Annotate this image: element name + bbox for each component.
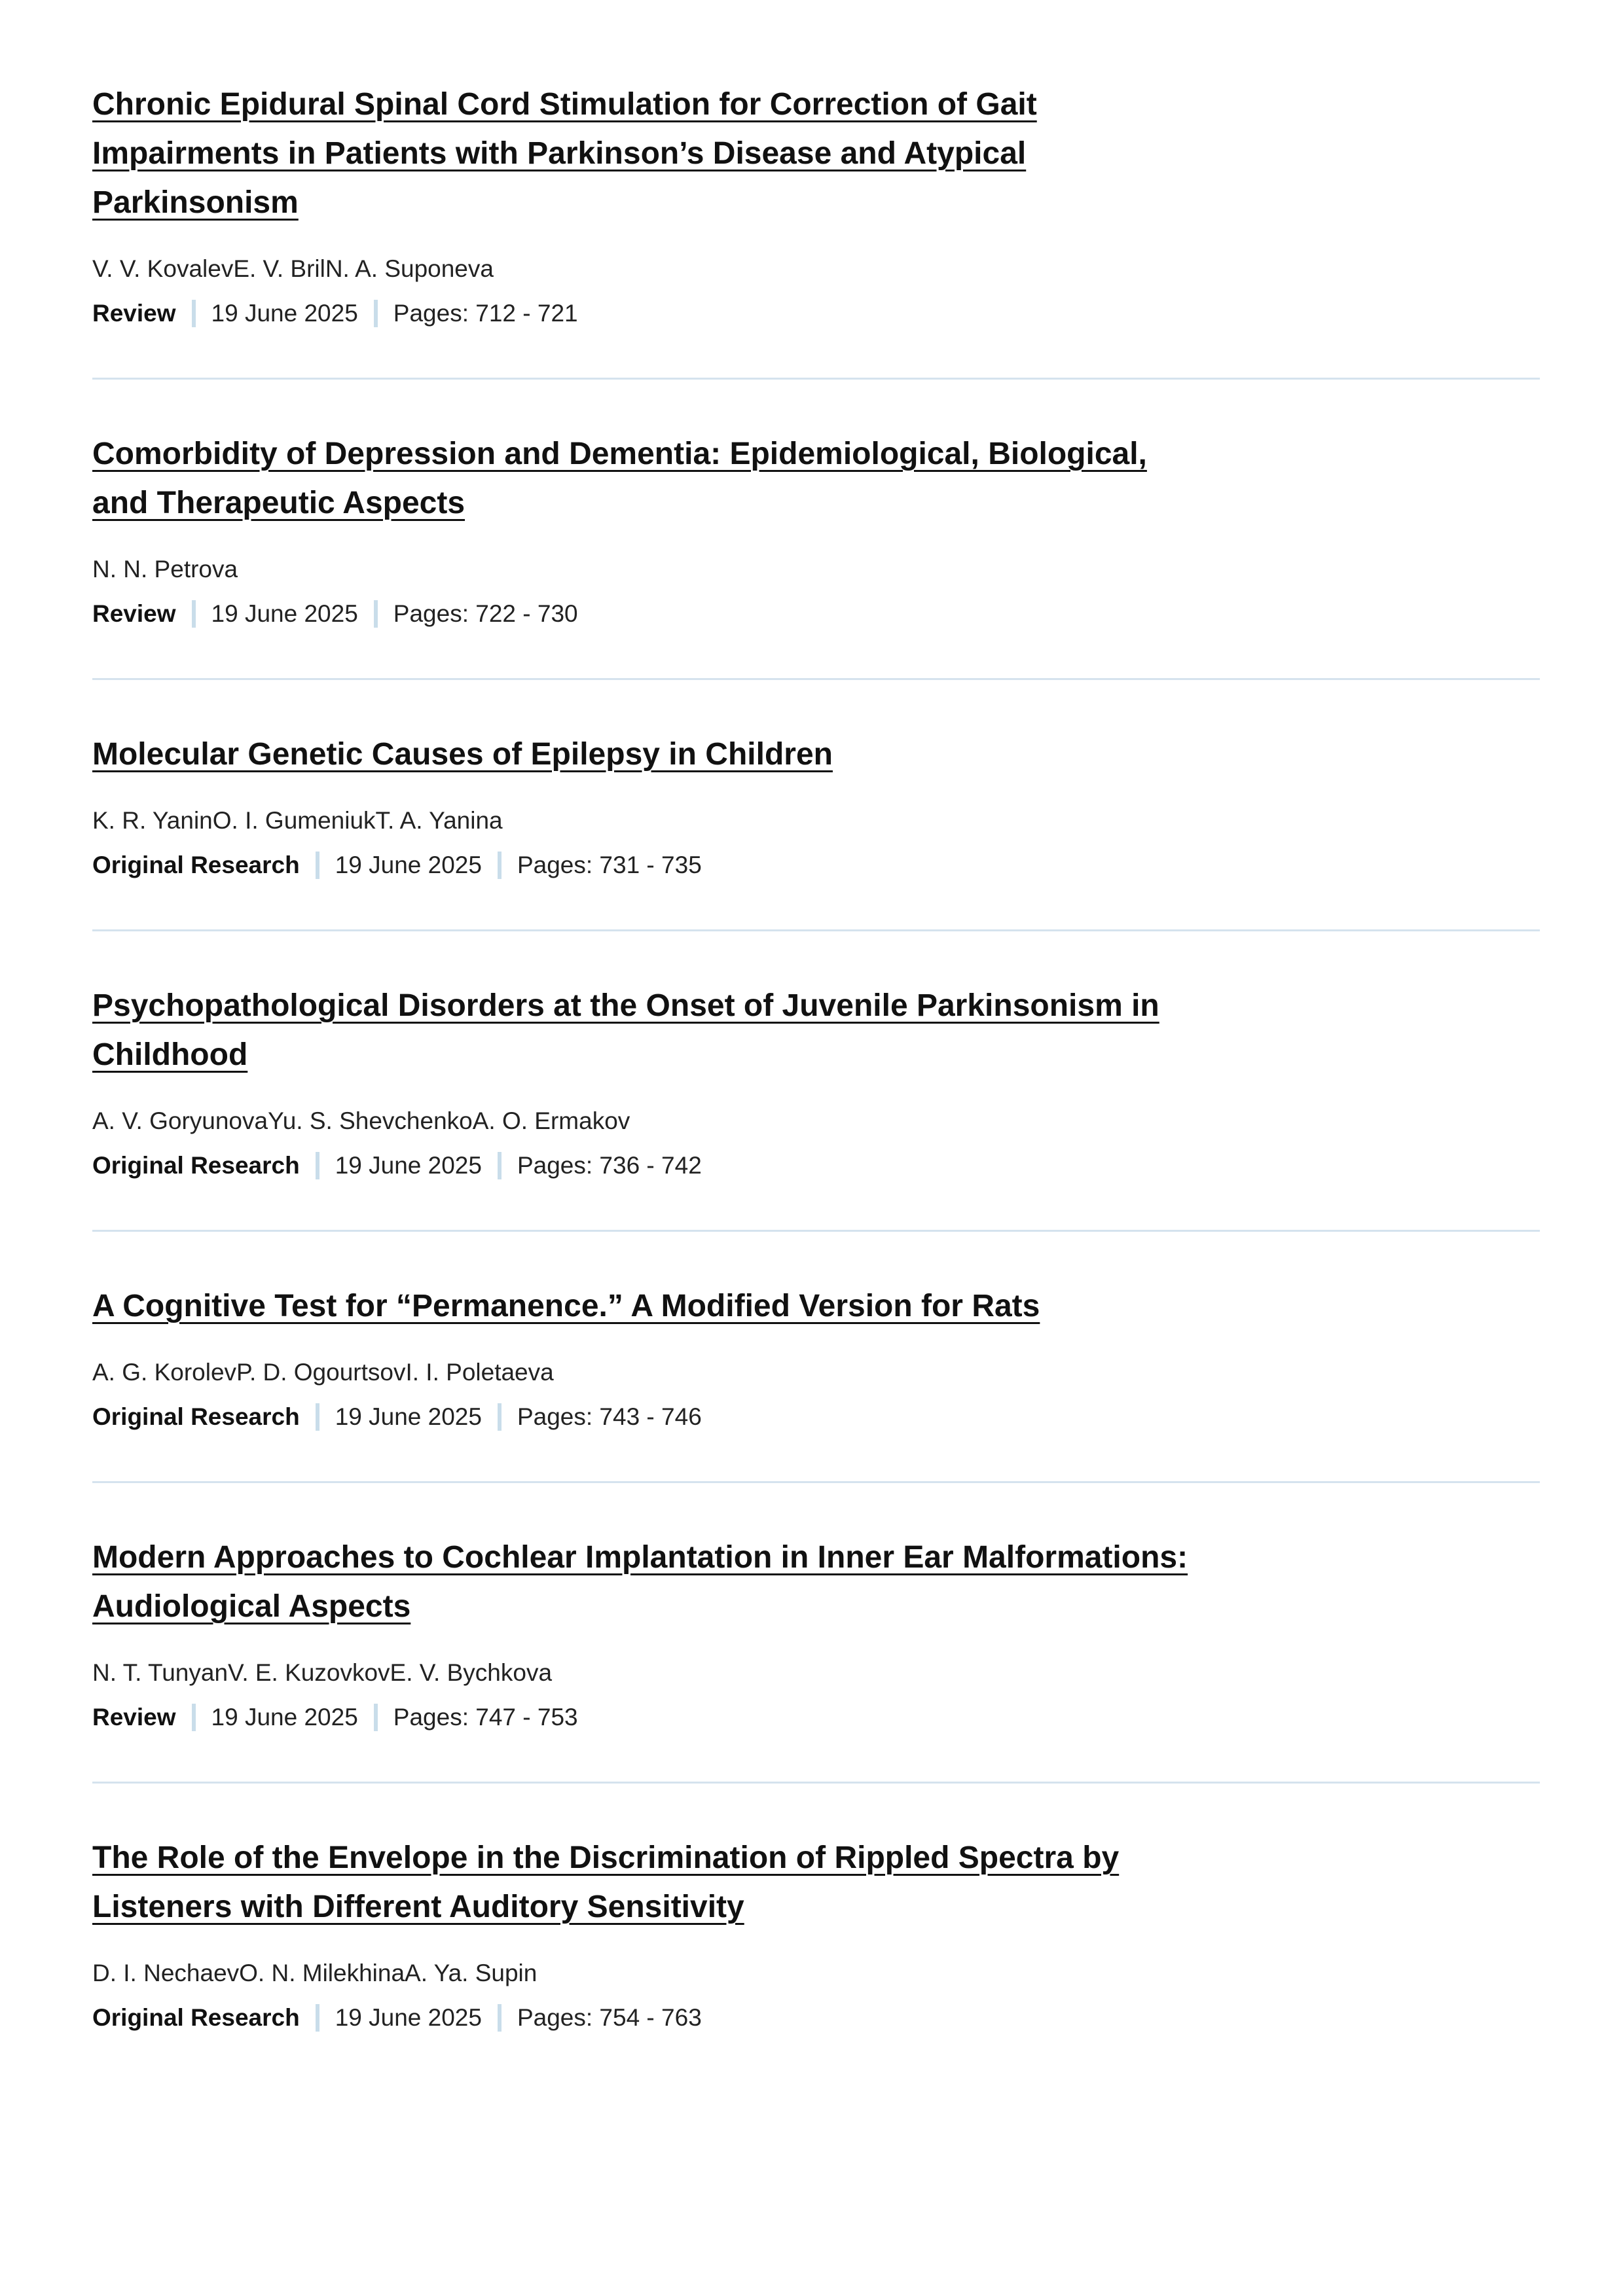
meta-divider xyxy=(192,300,196,327)
article-title-link[interactable]: Modern Approaches to Cochlear Implantation in Inner Ear Malformations: Audiological Aspects xyxy=(92,1540,1188,1624)
article-authors: N. N. Petrova xyxy=(92,556,238,583)
article-title xyxy=(92,1533,1192,1631)
article-title xyxy=(92,1833,1192,1931)
article-authors: A. V. GoryunovaYu. S. ShevchenkoA. O. Ermakov xyxy=(92,1107,630,1134)
meta-divider xyxy=(374,600,378,628)
article-meta xyxy=(92,298,1540,329)
meta-divider xyxy=(498,1403,501,1431)
article-date: 19 June 2025 xyxy=(335,1403,482,1430)
article-pages: Pages: 747 - 753 xyxy=(393,1704,578,1731)
article-title xyxy=(92,981,1192,1079)
article-title-link[interactable]: Chronic Epidural Spinal Cord Stimulation for Correction of Gait Impairments in Patients with Parkinson’s Disease and Atypical Parkinsonism xyxy=(92,87,1037,220)
article-type: Review xyxy=(92,600,176,627)
article-item xyxy=(92,981,1540,1232)
article-title-link[interactable]: Molecular Genetic Causes of Epilepsy in Children xyxy=(92,737,833,772)
article-date: 19 June 2025 xyxy=(211,1704,358,1731)
article-item xyxy=(92,1533,1540,1784)
article-meta xyxy=(92,1150,1540,1181)
article-meta xyxy=(92,1702,1540,1733)
article-authors: K. R. YaninO. I. GumeniukT. A. Yanina xyxy=(92,807,503,834)
meta-divider xyxy=(316,852,319,879)
article-date: 19 June 2025 xyxy=(335,852,482,878)
article-authors: D. I. NechaevO. N. MilekhinaA. Ya. Supin xyxy=(92,1960,538,1986)
article-title xyxy=(92,80,1192,227)
article-pages: Pages: 743 - 746 xyxy=(517,1403,702,1430)
article-authors: N. T. TunyanV. E. KuzovkovE. V. Bychkova xyxy=(92,1659,553,1686)
article-pages: Pages: 736 - 742 xyxy=(517,1152,702,1179)
article-meta xyxy=(92,850,1540,881)
article-item xyxy=(92,80,1540,380)
article-authors: V. V. KovalevE. V. BrilN. A. Suponeva xyxy=(92,255,494,282)
article-list xyxy=(92,80,1540,2132)
article-authors: A. G. KorolevP. D. OgourtsovI. I. Poletaeva xyxy=(92,1359,554,1386)
article-type: Review xyxy=(92,1704,176,1731)
article-pages: Pages: 712 - 721 xyxy=(393,300,578,327)
meta-divider xyxy=(374,1704,378,1731)
article-meta xyxy=(92,598,1540,630)
article-title xyxy=(92,429,1192,528)
article-date: 19 June 2025 xyxy=(335,1152,482,1179)
article-title-link[interactable]: Comorbidity of Depression and Dementia: Epidemiological, Biological, and Therapeutic Aspects xyxy=(92,437,1147,520)
meta-divider xyxy=(498,852,501,879)
meta-divider xyxy=(316,2004,319,2032)
article-item xyxy=(92,1833,1540,2082)
article-item xyxy=(92,730,1540,931)
meta-divider xyxy=(498,1152,501,1179)
article-item xyxy=(92,1282,1540,1483)
meta-divider xyxy=(192,600,196,628)
article-title-link[interactable]: Psychopathological Disorders at the Onset of Juvenile Parkinsonism in Childhood xyxy=(92,988,1159,1072)
article-type: Original Research xyxy=(92,1403,300,1430)
meta-divider xyxy=(192,1704,196,1731)
article-type: Review xyxy=(92,300,176,327)
article-type: Original Research xyxy=(92,2004,300,2031)
article-title xyxy=(92,730,1192,779)
article-title-link[interactable]: A Cognitive Test for “Permanence.” A Modified Version for Rats xyxy=(92,1289,1040,1323)
meta-divider xyxy=(316,1403,319,1431)
article-title xyxy=(92,1282,1192,1331)
article-pages: Pages: 722 - 730 xyxy=(393,600,578,627)
article-title-link[interactable]: The Role of the Envelope in the Discrimination of Rippled Spectra by Listeners with Different Auditory Sensitivity xyxy=(92,1840,1120,1924)
article-type: Original Research xyxy=(92,1152,300,1179)
article-type: Original Research xyxy=(92,852,300,878)
article-pages: Pages: 731 - 735 xyxy=(517,852,702,878)
article-meta xyxy=(92,1401,1540,1433)
article-item xyxy=(92,429,1540,680)
meta-divider xyxy=(498,2004,501,2032)
article-pages: Pages: 754 - 763 xyxy=(517,2004,702,2031)
article-date: 19 June 2025 xyxy=(335,2004,482,2031)
article-date: 19 June 2025 xyxy=(211,300,358,327)
meta-divider xyxy=(316,1152,319,1179)
meta-divider xyxy=(374,300,378,327)
article-meta xyxy=(92,2002,1540,2034)
article-date: 19 June 2025 xyxy=(211,600,358,627)
